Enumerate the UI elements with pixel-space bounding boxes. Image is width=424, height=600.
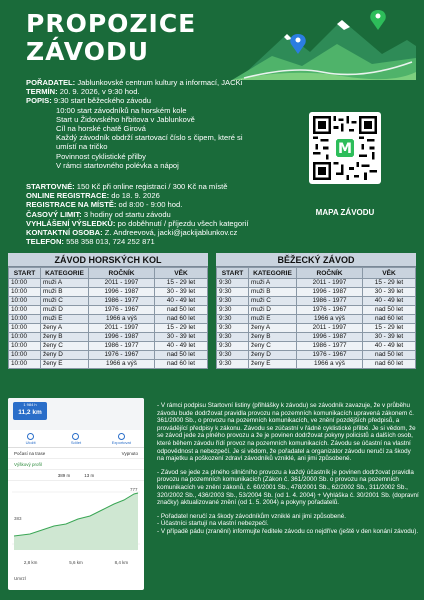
table-row [217,324,416,333]
rule-paragraph: - V případě pádu (zranění) informujte ředitele závodu co nejdříve (ještě v den konání závodu). [157,527,419,535]
table-cell: 9:30 [217,342,249,351]
fee-label: STARTOVNÉ: [26,182,75,191]
table-cell: 9:30 [217,333,249,342]
table-cell: ženy C [249,342,297,351]
col-header: KATEGORIE [41,268,89,279]
table-cell: 1996 - 1987 [89,288,155,297]
table-cell: 10:00 [9,342,41,351]
table-cell: ženy A [41,324,89,333]
date-value: 20. 9. 2026, v 9:30 hod. [57,87,140,97]
program-label: POPIS: [26,96,52,106]
organizer-label: POŘADATEL: [26,78,76,87]
save-label: Uložit [25,439,36,445]
route-actions [8,430,144,448]
title-line-2: ZÁVODU [26,37,149,66]
registration-block [26,182,326,246]
table-cell: 1966 a výš [89,315,155,324]
map-footer: Umrzl [14,576,26,581]
distance-axis [8,560,144,565]
table-cell: 1976 - 1967 [89,351,155,360]
table-cell: muži E [41,315,89,324]
table-row [9,333,208,342]
table-cell: 1986 - 1977 [89,297,155,306]
contact-label: KONTAKTNÍ OSOBA: [26,228,103,238]
table-cell: muži B [249,288,297,297]
col-header: VĚK [155,268,208,279]
program-item: Každý závodník obdrží startovací číslo s čipem, které si [56,133,243,143]
run-table-title: BĚŽECKÝ ZÁVOD [216,253,416,267]
elevation-profile-chart [12,486,140,556]
table-cell: 15 - 29 let [155,279,208,288]
program-line [26,96,296,105]
onsite-label: REGISTRACE NA MÍSTĚ: [26,200,117,210]
table-cell: 1976 - 1967 [297,351,363,360]
table-cell: 10:00 [9,306,41,315]
table-cell: 15 - 29 let [363,279,416,288]
online-line [26,191,326,200]
rule-paragraph: - Závod se jede za plného silničního provozu a každý účastník je povinen dodržovat pravidla provozu na pozemních komunikacích (Zákon č. 361/2000 Sb. o provozu na pozemních komunikacích ve znění zákonů, č. 60/2001 Sb., 478/2001 Sb., 62/2002 Sb., 311/2002 Sb., 320/2002 Sb., 436/2003 Sb., 53/2004 Sb. (od 1. 4. 2004) + Vyhláška č. 30/2001 Sb. (dopravní značky) aktualizované znění (od 1. 5. 2004) a pokyny pořadatelů. [157,468,419,507]
onsite-line [26,200,326,209]
table-cell: 9:30 [217,360,249,369]
elevation-down: 13 m [84,473,95,478]
table-row [217,360,416,369]
table-row [9,360,208,369]
run-table-grid [216,267,416,369]
fee-line [26,182,326,191]
program-item: Start u Židovského hřbitova v Jablunkově [56,114,195,124]
table-row [9,306,208,315]
bike-table-title: ZÁVOD HORSKÝCH KOL [8,253,208,267]
table-cell: 9:30 [217,324,249,333]
table-cell: muži C [41,297,89,306]
table-cell: 10:00 [9,324,41,333]
qr-label: MAPA ZÁVODU [315,208,375,217]
save-button[interactable] [17,433,45,445]
table-cell: 40 - 49 let [155,297,208,306]
axis-tick: 5,6 km [69,560,83,565]
col-header: START [9,268,41,279]
table-row [9,351,208,360]
table-row [9,342,208,351]
table-cell: 1966 a výš [89,360,155,369]
route-summary-bar [8,398,144,430]
table-cell: 30 - 39 let [363,288,416,297]
fee-value: 150 Kč při online registraci / 300 Kč na místě [74,182,228,191]
table-cell: 30 - 39 let [155,333,208,342]
weather-toggle[interactable]: Vypnuto [121,451,138,456]
table-cell: muži D [41,306,89,315]
table-cell: 1986 - 1977 [297,342,363,351]
table-cell: 10:00 [9,360,41,369]
elevation-up: 389 m [57,473,71,478]
table-cell: nad 60 let [363,360,416,369]
table-cell: 1986 - 1977 [89,342,155,351]
table-row [9,297,208,306]
table-cell: muži A [249,279,297,288]
onsite-value: od 8:00 - 9:00 hod. [116,200,183,210]
table-row [9,324,208,333]
col-header: VĚK [363,268,416,279]
table-cell: 1976 - 1967 [89,306,155,315]
route-map-card[interactable] [8,398,144,590]
run-race-table [216,253,416,369]
table-cell: 9:30 [217,351,249,360]
distance-badge [13,402,47,420]
online-value: do 18. 9. 2026 [109,191,160,201]
table-cell: 1996 - 1987 [297,288,363,297]
table-row [217,306,416,315]
col-header: KATEGORIE [249,268,297,279]
phone-value: 558 358 013, 724 252 871 [63,237,155,247]
contact-line [26,228,326,237]
col-header: ROČNÍK [297,268,363,279]
axis-tick: 8,4 km [114,560,129,565]
page-title [26,10,196,66]
table-cell: ženy B [41,333,89,342]
share-icon [72,433,79,440]
program-item: umístí na tričko [56,142,108,152]
limit-label: ČASOVÝ LIMIT: [26,209,82,219]
col-header: ROČNÍK [89,268,155,279]
qr-code-icon [313,116,377,180]
table-cell: 1966 a výš [297,315,363,324]
limit-value: 3 hodiny od startu závodu [81,209,171,219]
table-cell: 40 - 49 let [155,342,208,351]
elev-min-label: 383 [14,516,22,521]
rules-text [157,402,419,542]
bike-table-grid [8,267,208,369]
table-cell: ženy D [41,351,89,360]
weather-label: Počasí na trase [14,451,46,456]
axis-tick: 2,8 km [23,560,38,565]
organizer-line [26,78,296,87]
table-cell: 10:00 [9,297,41,306]
program-item: 9:30 start běžeckého závodu [53,96,151,106]
rule-paragraph: - V rámci podpisu Startovní listiny (přihlášky k závodu) se závodník zavazuje, že v průběhu závodu bude dodržovat pravidla provozu na pozemních komunikacích upravená zákonem č. 361/2000 Sb., o provozu na pozemních komunikacích, ve znění pozdějších předpisů, a provádějící předpisy k zákonu. Závodu se zúčastní v řádně cyklistické přilbě. Je si vědom, že se závod jede za plného provozu a že je povinen dodržovat pokyny policistů a dalších osob, které během závodu řídí provoz na pozemních komunikacích. Závodu se účastní na vlastní odpovědnost a nebezpečí. Je si vědom, že pořadatel a organizátor závodu neručí za škody na majetku a poškození zdraví závodníků vzniklé, ani jimi způsobené. [157,402,416,463]
elev-max-label: 777 [130,487,138,492]
elevation-row[interactable] [8,459,144,470]
elevation-stats-row [8,470,144,481]
table-cell: 1996 - 1987 [297,333,363,342]
table-cell: ženy E [41,360,89,369]
table-cell: ženy C [41,342,89,351]
table-cell: 10:00 [9,333,41,342]
table-row [9,288,208,297]
table-cell: 10:00 [9,288,41,297]
results-line [26,219,326,228]
date-label: TERMÍN: [26,87,58,97]
table-cell: 15 - 29 let [363,324,416,333]
map-pin-icon-2 [370,10,385,30]
results-label: VYHLÁŠENÍ VÝSLEDKŮ: [26,218,116,228]
share-button[interactable] [62,433,90,445]
badge-distance: 11,2 km [18,409,42,416]
rule-paragraph: - Pořadatel neručí za škody závodníkům vzniklé ani jimi způsobené. [157,512,347,520]
table-cell: nad 60 let [155,360,208,369]
export-label: Exportovat [111,439,131,445]
table-cell: 9:30 [217,306,249,315]
table-row [217,342,416,351]
program-item: Cíl na horské chatě Girová [56,124,146,134]
limit-line [26,210,326,219]
table-row [217,315,416,324]
table-cell: 15 - 29 let [155,324,208,333]
phone-line [26,237,326,246]
online-label: ONLINE REGISTRACE: [26,191,110,201]
table-cell: 2011 - 1997 [297,324,363,333]
table-cell: muži B [41,288,89,297]
table-row [217,297,416,306]
results-value: po doběhnutí / příjezdu všech kategorií [115,218,249,228]
table-row [217,279,416,288]
table-cell: 40 - 49 let [363,342,416,351]
table-row [9,315,208,324]
table-cell: 1986 - 1977 [297,297,363,306]
table-cell: ženy B [249,333,297,342]
table-cell: 1976 - 1967 [297,306,363,315]
info-block [26,78,296,170]
table-row [217,288,416,297]
table-cell: 10:00 [9,351,41,360]
export-icon [118,433,125,440]
table-cell: 9:30 [217,288,249,297]
title-line-1: PROPOZICE [26,9,197,38]
date-line [26,87,296,96]
table-row [217,333,416,342]
table-cell: 2011 - 1997 [89,279,155,288]
table-cell: 40 - 49 let [363,297,416,306]
table-cell: 10:00 [9,279,41,288]
phone-label: TELEFON: [26,237,64,247]
share-label: Sdílet [70,439,82,445]
elevation-label: Výškový profil [14,462,42,467]
bike-table-body [9,279,208,369]
table-row [217,351,416,360]
table-cell: 30 - 39 let [363,333,416,342]
table-cell: 9:30 [217,279,249,288]
table-cell: muži D [249,306,297,315]
table-cell: nad 50 let [155,351,208,360]
table-cell: ženy A [249,324,297,333]
export-button[interactable] [107,433,135,445]
table-cell: muži A [41,279,89,288]
qr-code[interactable] [309,112,381,184]
bookmark-icon [27,433,34,440]
organizer-value: Jablunkovské centrum kultury a informací, JACKi [75,78,243,87]
table-cell: 9:30 [217,315,249,324]
table-cell: 9:30 [217,297,249,306]
col-header: START [217,268,249,279]
run-table-body [217,279,416,369]
table-cell: muži C [249,297,297,306]
program-item: Povinnost cyklistické přilby [56,151,146,161]
table-cell: nad 50 let [155,306,208,315]
mountains-illustration [232,6,416,80]
table-cell: ženy D [249,351,297,360]
rule-paragraph: - Účastníci startují na vlastní nebezpečí. [157,520,269,528]
table-cell: 10:00 [9,315,41,324]
table-cell: nad 60 let [155,315,208,324]
bike-race-table [8,253,208,369]
table-cell: nad 60 let [363,315,416,324]
contact-value[interactable]: Z. Andreevová, jacki@jackijablunkov.cz [102,228,238,238]
table-cell: 30 - 39 let [155,288,208,297]
table-cell: nad 50 let [363,351,416,360]
svg-text:M: M [337,141,353,158]
table-cell: 1966 a výš [297,360,363,369]
badge-duration: 1 984 h [23,402,37,407]
program-item: 10:00 start závodníků na horském kole [56,105,187,115]
table-cell: nad 50 let [363,306,416,315]
weather-row[interactable] [8,448,144,459]
program-item: V rámci startovného polévka a nápoj [56,160,179,170]
table-row [9,279,208,288]
table-cell: 2011 - 1997 [89,324,155,333]
table-cell: muži E [249,315,297,324]
table-cell: ženy E [249,360,297,369]
table-cell: 1996 - 1987 [89,333,155,342]
table-cell: 2011 - 1997 [297,279,363,288]
